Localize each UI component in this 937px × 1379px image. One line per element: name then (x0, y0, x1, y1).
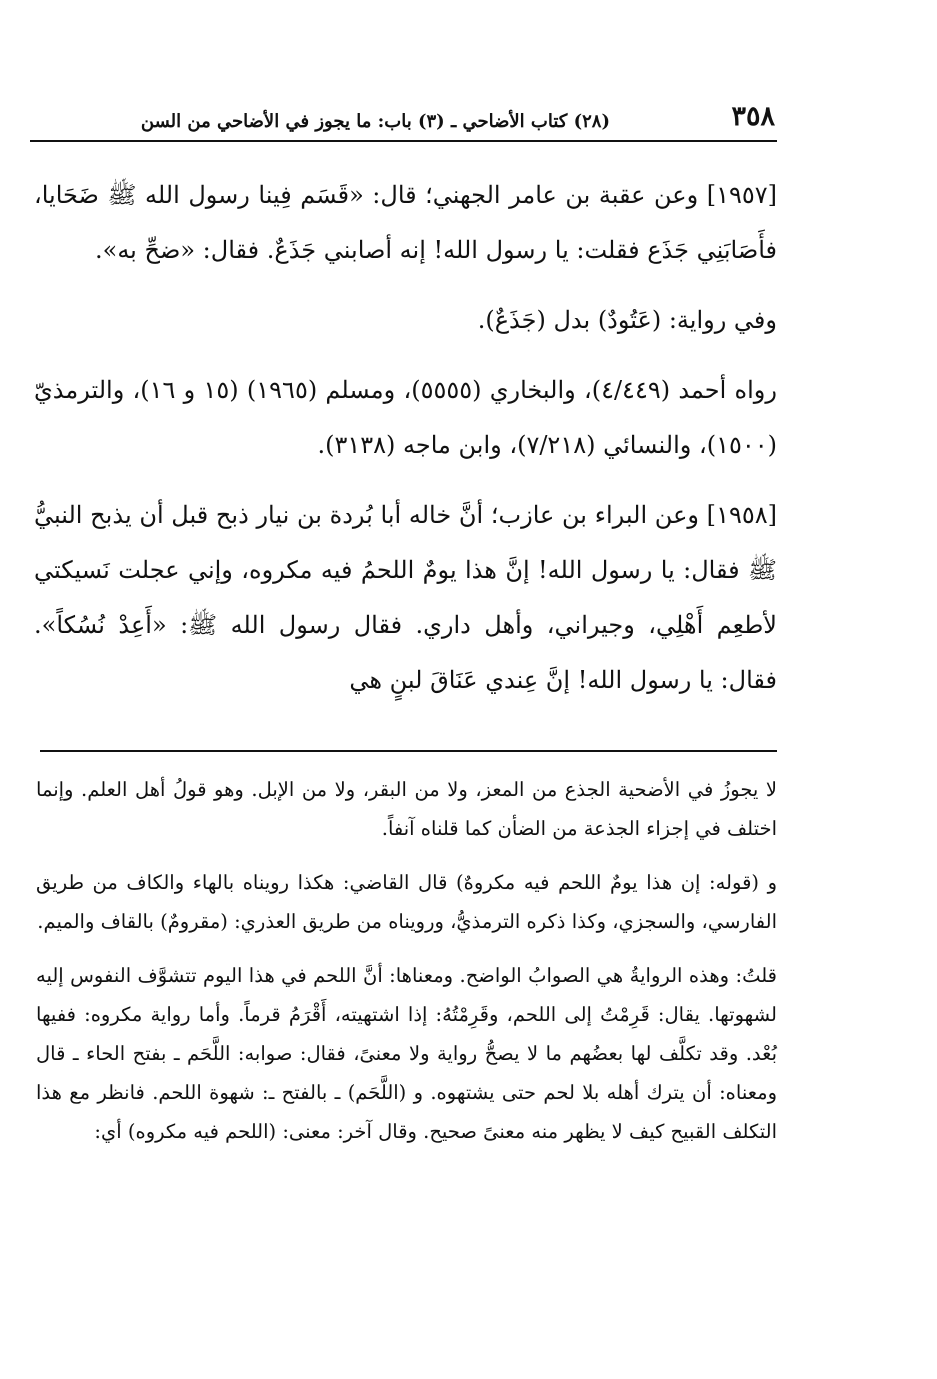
page-number: ٣٥٨ (731, 101, 775, 132)
commentary-text (36, 770, 777, 1166)
hadith-1957: [١٩٥٧] وعن عقبة بن عامر الجهني؛ قال: «قَسَم فِينا رسول الله ﷺ ضَحَايا، فأَصَابَنِي جَذَع فقلت: يا رسول الله! إنه أصابني جَذَعٌ. فقال: «ضحِّ به». (34, 181, 777, 264)
page-header (30, 100, 775, 140)
running-title: (٢٨) كتاب الأضاحي ـ (٣) باب: ما يجوز في الأضاحي من السن (140, 111, 610, 132)
sources-citation: رواه أحمد (٤/٤٤٩)، والبخاري (٥٥٥٥)، ومسلم (١٩٦٥) (١٥ و ١٦)، والترمذيّ (١٥٠٠)، والنسائي (٧/٢١٨)، وابن ماجه (٣١٣٨). (34, 376, 777, 459)
commentary-paragraph: قلتُ: وهذه الروايةُ هي الصوابُ الواضح. ومعناها: أنَّ اللحم في هذا اليوم تتشوَّف النفوس إليه لشهوتها. يقال: قَرِمْتُ إلى اللحم، وقَرِمْتُهُ: إذا اشتهيته، أَقْرَمُ قرماً. وأما رواية مكروه: ففيها بُعْد. وقد تكلَّف لها بعضُهم ما لا يصحُّ رواية ولا معنىً، فقال: صوابه: اللَّحَم ـ بفتح الحاء ـ قال ومعناه: أن يترك أهله بلا لحم حتى يشتهوه. و (اللَّحَم) ـ بالفتح ـ: شهوة اللحم. فانظر مع هذا التكلف القبيح كيف لا يظهر منه معنىً صحيح. وقال آخر: معنى: (اللحم فيه مكروه) أي: (36, 964, 777, 1143)
commentary-paragraph: لا يجوزُ في الأضحية الجذع من المعز، ولا من البقر، ولا من الإبل. وهو قولُ أهل العلم. وإنما اختلف في إجزاء الجذعة من الضأن كما قلناه آنفاً. (36, 778, 777, 840)
commentary-divider (40, 750, 777, 752)
alternate-narration: وفي رواية: (عَتُودٌ) بدل (جَذَعٌ). (477, 306, 777, 334)
hadith-1958: [١٩٥٨] وعن البراء بن عازب؛ أنَّ خاله أبا بُردة بن نيار ذبح قبل أن يذبح النبيُّ ﷺ فقال: يا رسول الله! إنَّ هذا يومٌ اللحمُ فيه مكروه، وإني عجلت نَسيكتي لأطعِم أَهْلِي، وجيراني، وأهل داري. فقال رسول الله ﷺ: «أَعِدْ نُسُكاً». فقال: يا رسول الله! إنَّ عِندي عَنَاقَ لبنٍ هي (34, 501, 777, 694)
commentary-paragraph: و (قوله: إن هذا يومٌ اللحم فيه مكروهٌ) قال القاضي: هكذا رويناه بالهاء والكاف من طريق الفارسي، والسجزي، وكذا ذكره الترمذيُّ، ورويناه من طريق العذري: (مقرومٌ) بالقاف والميم. (36, 871, 777, 933)
header-divider (30, 140, 777, 142)
main-text (34, 168, 777, 723)
